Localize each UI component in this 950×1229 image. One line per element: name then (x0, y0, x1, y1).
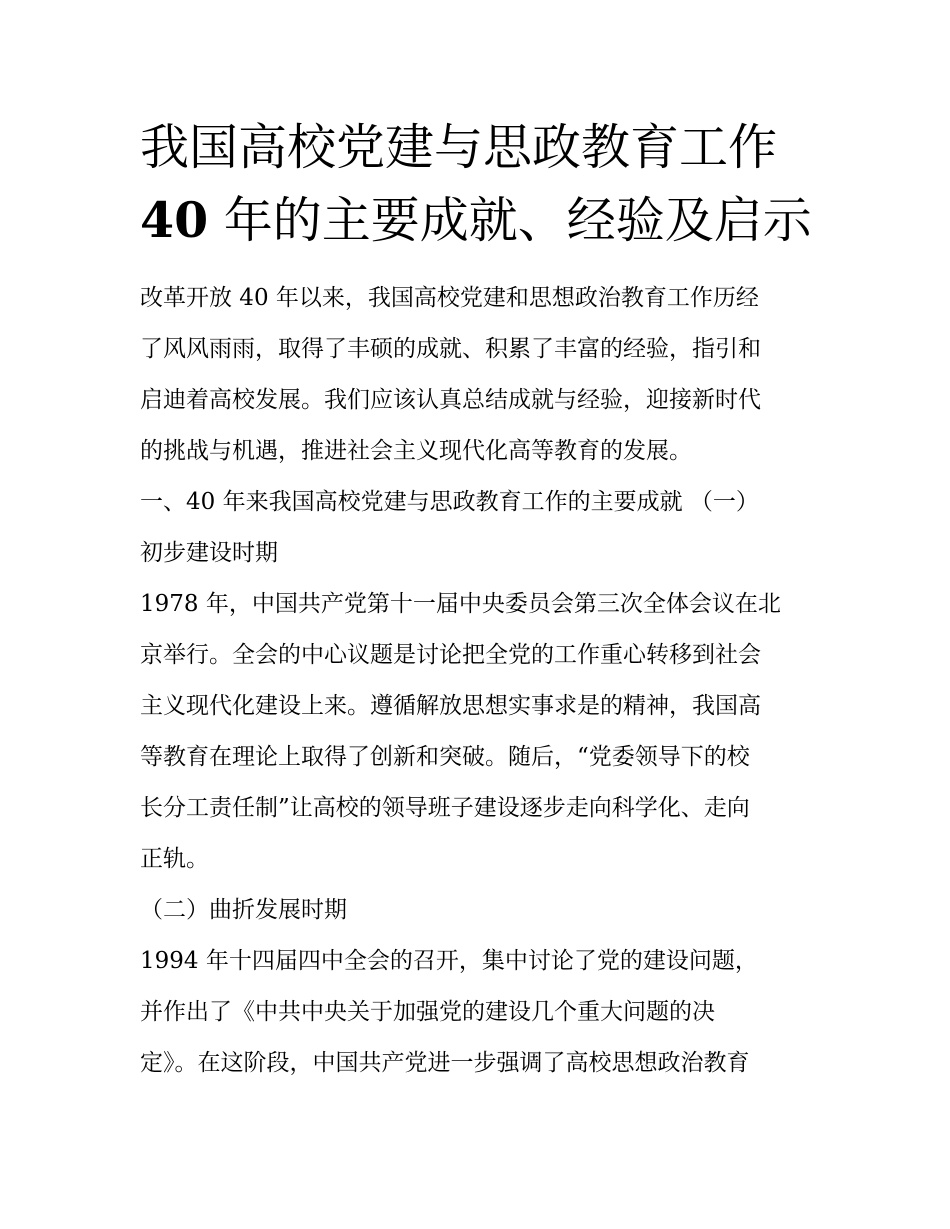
body-line: 正轨。 (140, 846, 209, 872)
body-line: 定》。在这阶段，中国共产党进一步强调了高校思想政治教育 (140, 1050, 750, 1076)
body-line: 启迪着高校发展。我们应该认真总结成就与经验，迎接新时代 (140, 387, 761, 413)
section-heading-1: 一、40 年来我国高校党建与思政教育工作的主要成就 （一） (140, 489, 759, 515)
subsection-heading-1: 初步建设时期 (140, 540, 278, 566)
body-line: 1994 年十四届四中全会的召开，集中讨论了党的建设问题， (140, 948, 758, 974)
title-number: 40 (140, 191, 209, 249)
body-line: 改革开放 40 年以来，我国高校党建和思想政治教育工作历经 (140, 285, 759, 311)
body-line: 等教育在理论上取得了创新和突破。随后，“党委领导下的校 (140, 744, 750, 770)
body-line: 1978 年，中国共产党第十一届中央委员会第三次全体会议在北 (140, 591, 781, 617)
body-line: 京举行。全会的中心议题是讨论把全党的工作重心转移到社会 (140, 642, 761, 668)
title-line-2 (140, 184, 820, 257)
document-page (140, 112, 820, 1089)
subsection-heading-2: （二）曲折发展时期 (140, 897, 347, 923)
body-line: 主义现代化建设上来。遵循解放思想实事求是的精神，我国高 (140, 693, 761, 719)
body-line: 了风风雨雨，取得了丰硕的成就、积累了丰富的经验，指引和 (140, 336, 761, 362)
body-line: 的挑战与机遇，推进社会主义现代化高等教育的发展。 (140, 438, 692, 464)
title-line-1: 我国高校党建与思政教育工作 (140, 119, 778, 176)
title-line-2-text: 年的主要成就、经验及启示 (223, 192, 812, 249)
document-title (140, 112, 820, 257)
body-line: 长分工责任制”让高校的领导班子建设逐步走向科学化、走向 (140, 795, 750, 821)
body-line: 并作出了《中共中央关于加强党的建设几个重大问题的决 (140, 999, 715, 1025)
